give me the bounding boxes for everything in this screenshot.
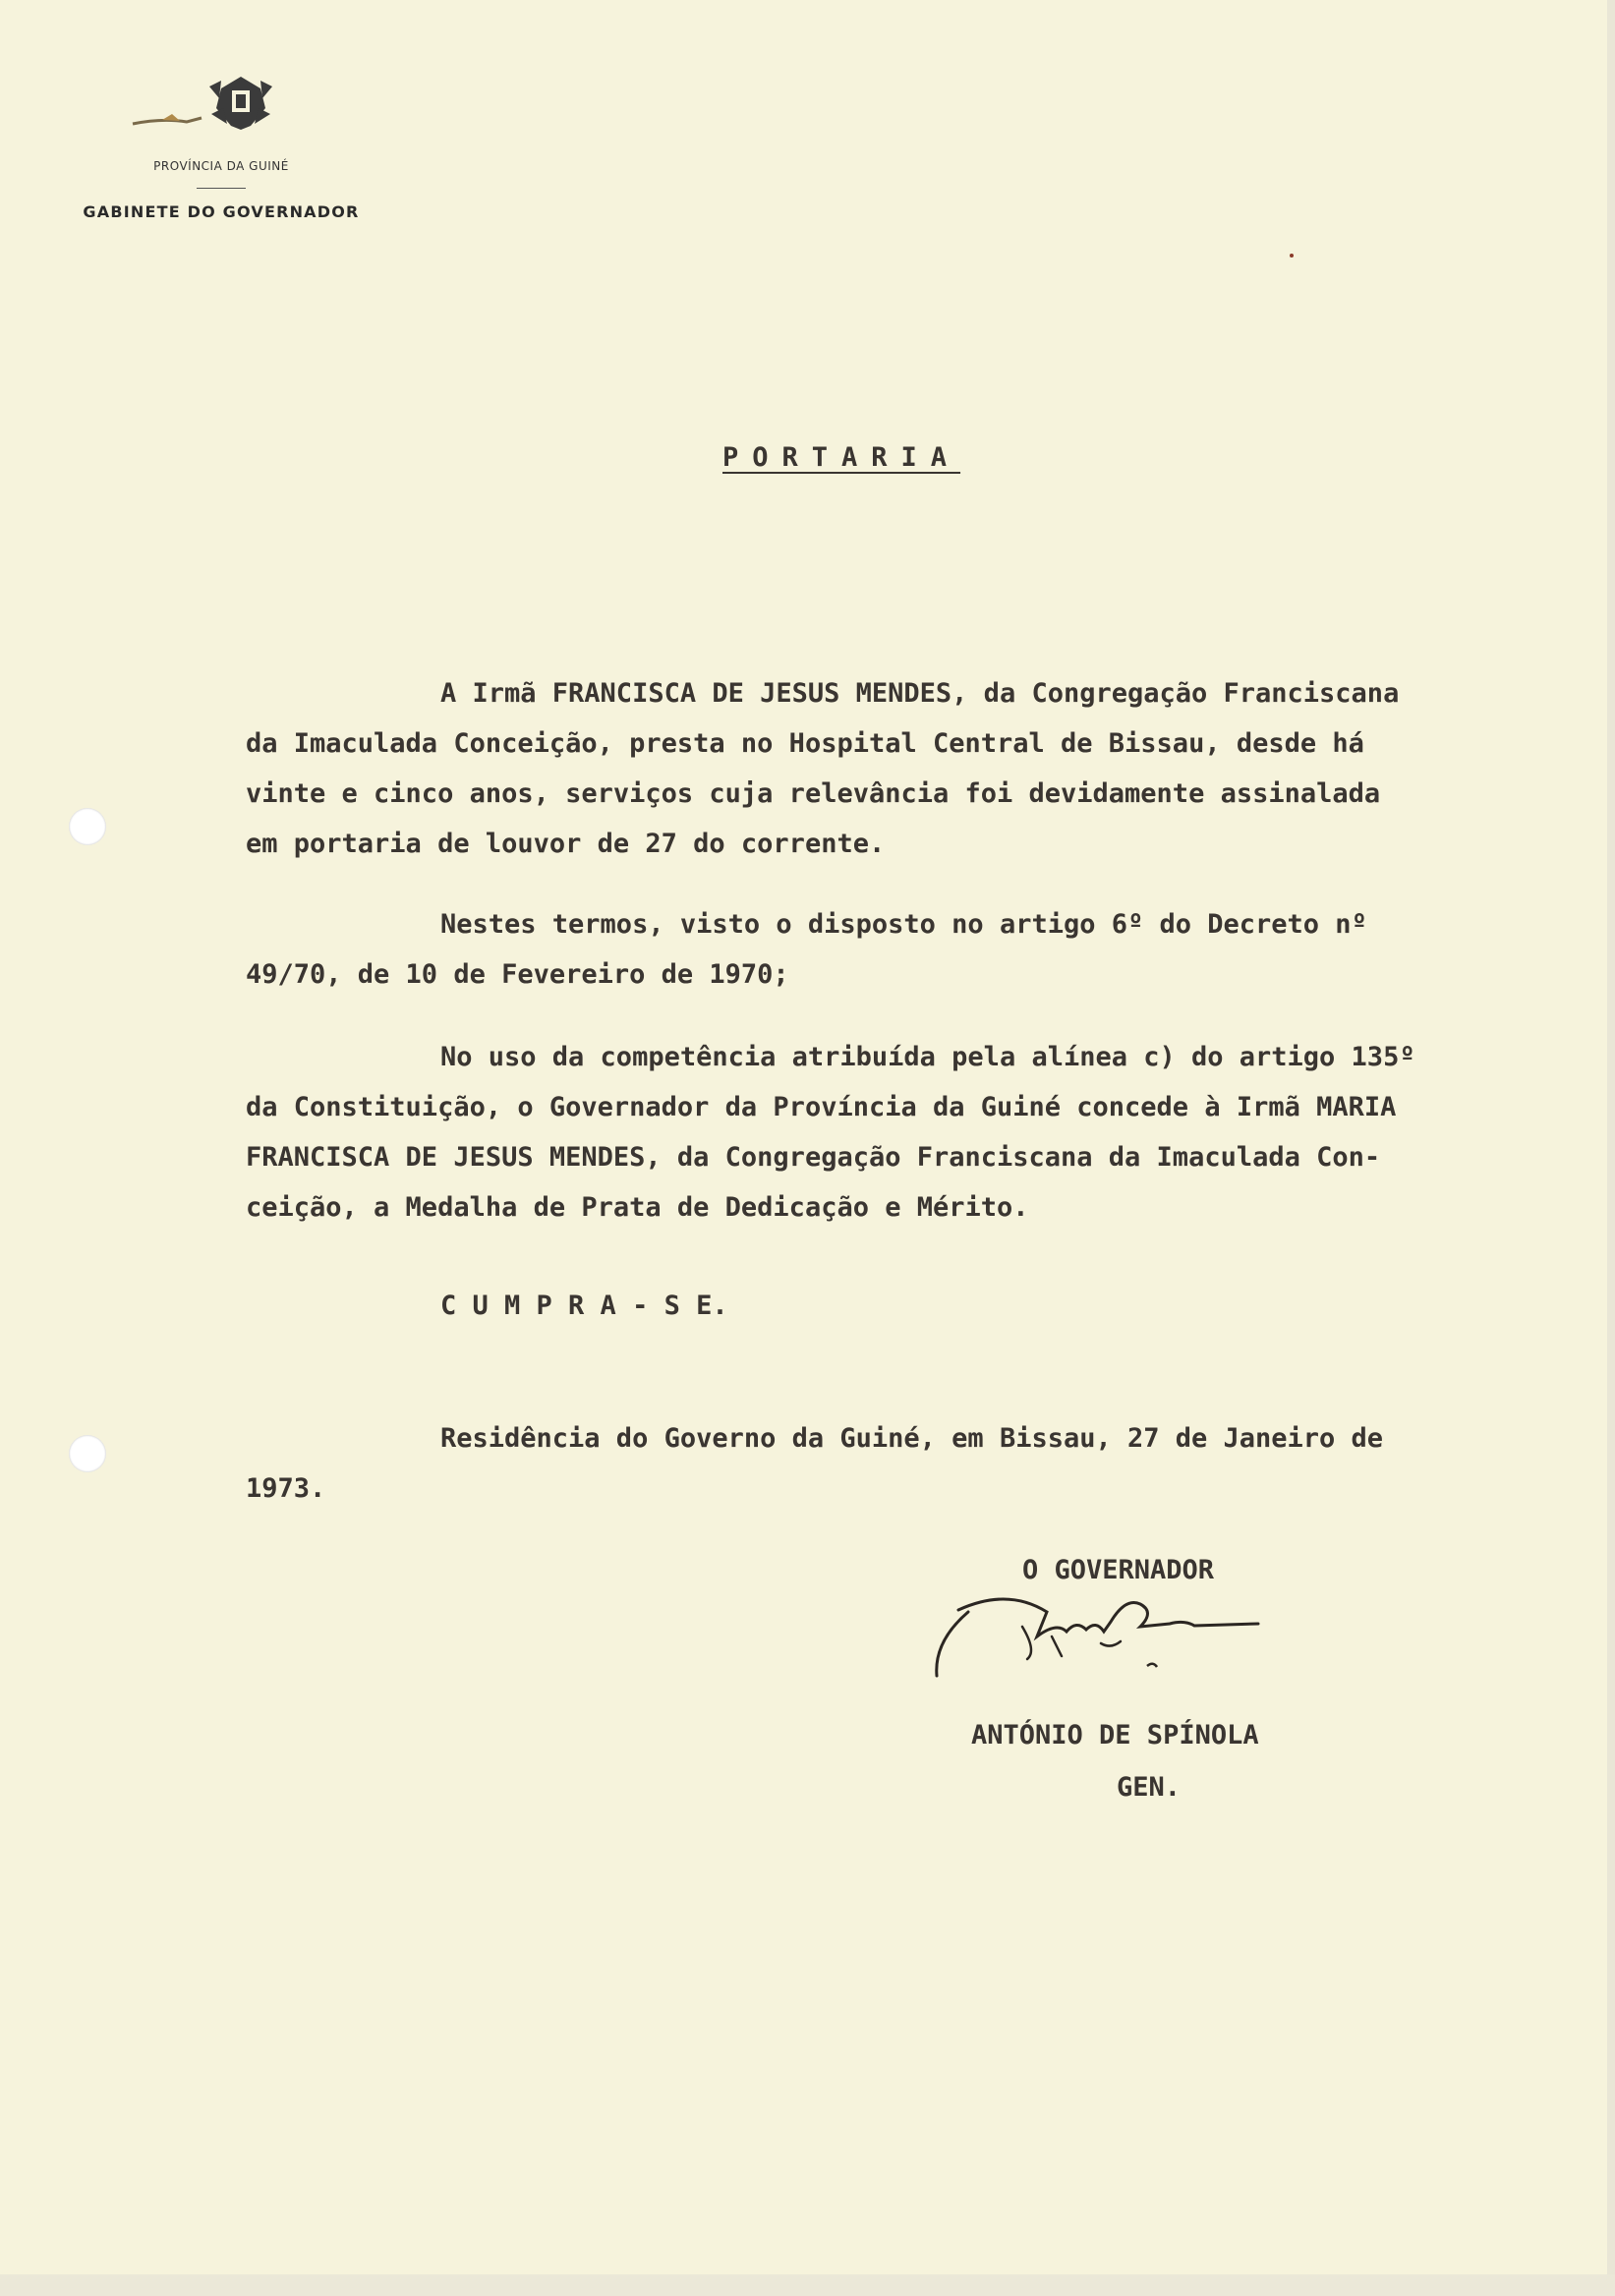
letterhead-divider <box>197 188 246 189</box>
paragraph-3-line-2: da Constituição, o Governador da Província da Guiné concede à Irmã MARIA <box>246 1092 1397 1122</box>
punch-hole-top <box>69 808 106 845</box>
paragraph-3-line-1: No uso da competência atribuída pela alínea c) do artigo 135º <box>440 1042 1415 1072</box>
document-title: PORTARIA <box>722 442 961 473</box>
paragraph-2-line-1: Nestes termos, visto o disposto no artigo 6º do Decreto nº <box>440 909 1367 940</box>
place-date-line-2: 1973. <box>246 1473 326 1504</box>
ink-speck <box>1290 254 1294 258</box>
order-text: C U M P R A - S E. <box>440 1291 728 1321</box>
paragraph-1-line-1: A Irmã FRANCISCA DE JESUS MENDES, da Congregação Franciscana <box>440 678 1400 709</box>
paragraph-1-line-3: vinte e cinco anos, serviços cuja relevância foi devidamente assinalada <box>246 778 1381 809</box>
paragraph-1-line-4: em portaria de louvor de 27 do corrente. <box>246 829 886 859</box>
paper-edge-bottom <box>0 2274 1615 2296</box>
signatory-name: ANTÓNIO DE SPÍNOLA <box>971 1720 1259 1751</box>
paragraph-3-line-3: FRANCISCA DE JESUS MENDES, da Congregação Franciscana da Imaculada Con- <box>246 1142 1381 1173</box>
paragraph-1-line-2: da Imaculada Conceição, presta no Hospital Central de Bissau, desde há <box>246 728 1364 759</box>
place-date-line-1: Residência do Governo da Guiné, em Bissau, 27 de Janeiro de <box>440 1423 1384 1454</box>
signatory-role: O GOVERNADOR <box>1022 1555 1215 1585</box>
paragraph-2-line-2: 49/70, de 10 de Fevereiro de 1970; <box>246 959 789 990</box>
signatory-rank: GEN. <box>1117 1772 1182 1803</box>
province-label: PROVÍNCIA DA GUINÉ <box>153 159 289 173</box>
paragraph-3-line-4: ceição, a Medalha de Prata de Dedicação e Mérito. <box>246 1192 1029 1223</box>
punch-hole-bottom <box>69 1435 106 1472</box>
office-label: GABINETE DO GOVERNADOR <box>83 202 360 221</box>
coat-of-arms-icon <box>93 69 329 147</box>
paper-edge-right <box>1607 0 1615 2296</box>
handwritten-signature <box>929 1582 1293 1691</box>
